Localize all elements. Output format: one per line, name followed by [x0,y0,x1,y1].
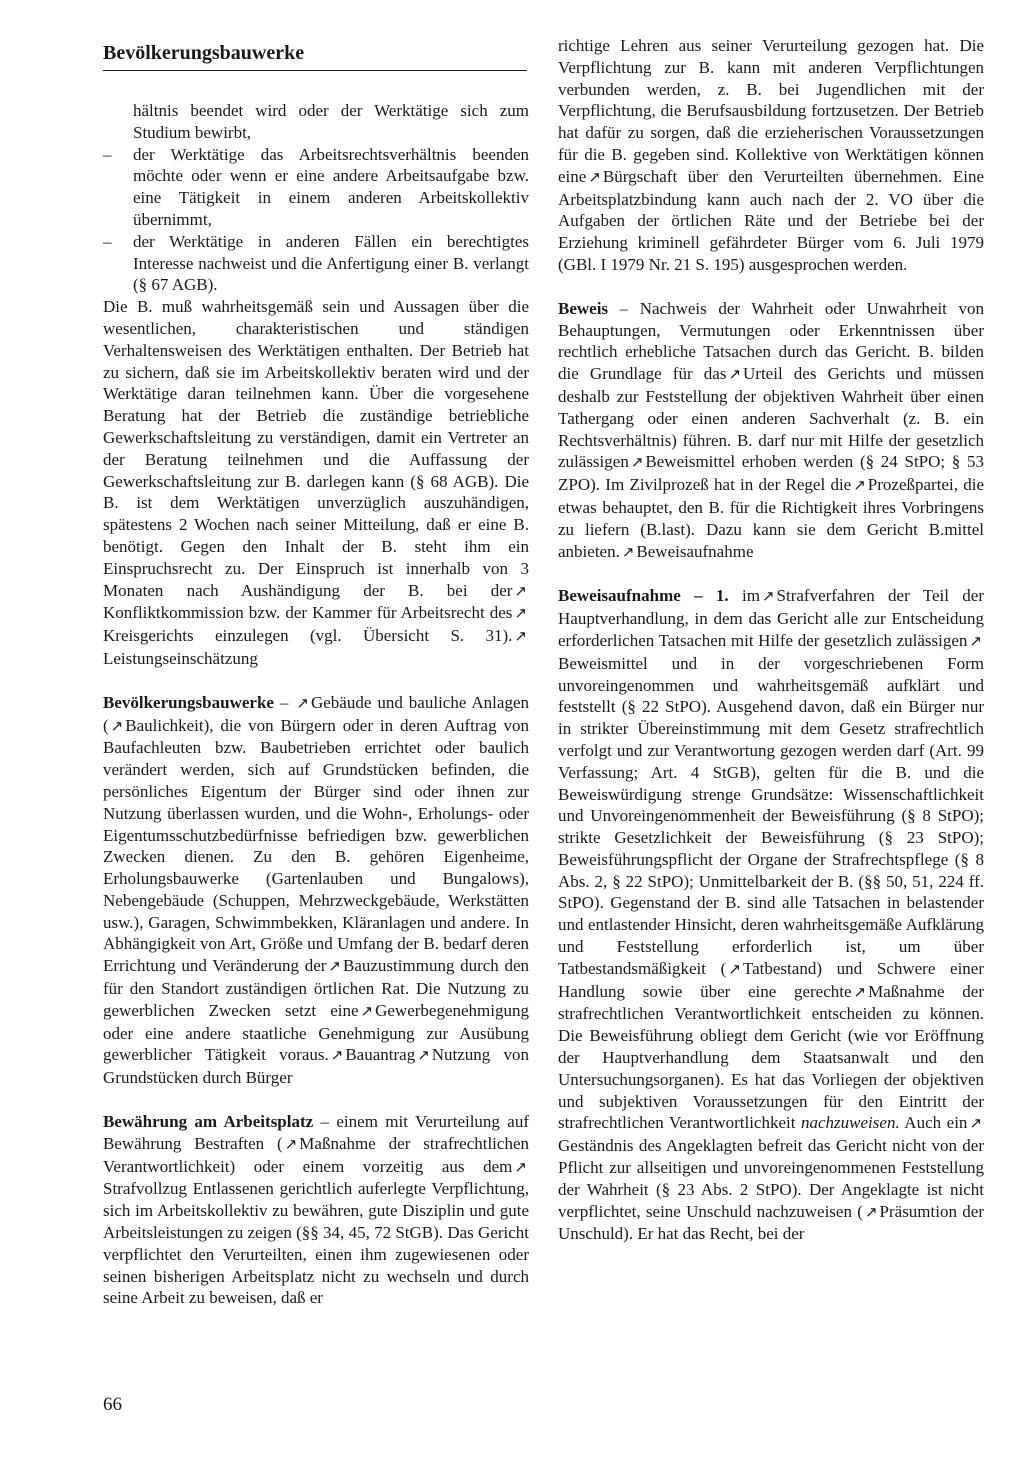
cross-reference-link[interactable]: Beweisaufnahme [636,541,754,561]
north-east-arrow-icon: ↗ [514,1157,527,1176]
entry-headword: Beweisaufnahme – 1. [558,586,729,606]
north-east-arrow-icon: ↗ [853,476,866,495]
list-item [103,144,529,231]
dictionary-entry [103,692,529,1089]
north-east-arrow-icon: ↗ [360,1001,374,1020]
paragraph [103,296,529,670]
entry-text: Maßnahme der strafrechtlichen Verantwortlichkeit) oder einem vorzeitig aus dem [103,1133,529,1176]
north-east-arrow-icon: ↗ [284,1134,298,1153]
entry-text: – einem mit Verurteilung auf Bewährung Bestraften ( [103,1112,529,1153]
right-column [558,35,984,1245]
north-east-arrow-icon: ↗ [417,1046,430,1065]
paragraph-text: Kreisgerichts einzulegen (vgl. Übersicht S. 31). [103,626,513,646]
list-dash: – [103,231,112,251]
entry-headword: Bevölkerungsbauwerke [103,692,274,712]
paragraph [558,35,984,276]
list-item-text: der Werktätige in anderen Fällen ein berechtigtes Interesse nachweist und die Anfertigung einer B. verlangt (§ 67 AGB). [133,231,529,295]
entry-text: im [728,586,760,606]
header-rule [103,70,527,71]
list-dash: – [103,144,112,164]
entry-text: Strafverfahren der Teil der Hauptverhandlung, in dem das Gericht alle zur Entscheidung erforderlichen Tatsachen mit Hilfe der gesetzlich zulässigen [558,586,984,650]
north-east-arrow-icon: ↗ [761,587,775,606]
north-east-arrow-icon: ↗ [969,1114,983,1133]
cross-reference-link[interactable]: Leistungseinschätzung [103,648,258,668]
paragraph-text: Konfliktkommission bzw. der Kammer für Arbeitsrecht des [103,603,513,623]
north-east-arrow-icon: ↗ [330,1046,344,1065]
entry-text: Präsumtion der Unschuld). Er hat das Recht, bei der [558,1201,984,1244]
north-east-arrow-icon: ↗ [296,693,309,712]
paragraph-text: Die B. muß wahrheitsgemäß sein und Aussagen über die wesentlichen, charakteristischen und ständigen Verhaltensweisen des Werktätigen enthalten. Der Betrieb hat zu sichern, daß sie im Arbeitskollektiv beraten wird und der Werktätige daran teilnehmen kann. Über die vorgesehene Beratung hat der Betrieb die zuständige betriebliche Gewerkschaftsleitung zu verständigen, damit ein Vertreter an der Beratung teilnehmen und die Auffassung der Gewerkschaftsleitung zur B. darlegen kann (§ 68 AGB). Die B. ist dem Werktätigen unverzüglich auszuhändigen, spätestens 2 Wochen nach seiner Mitteilung, daß er eine B. benötigt. Gegen den Inhalt der B. steht ihm ein Einspruchsrecht zu. Der Einspruch ist innerhalb von 3 Monaten nach Aushändigung der B. bei der [103,297,529,600]
emphasized-text: nachzuweisen. [801,1113,900,1133]
entry-text: Strafvollzug Entlassenen gerichtlich auferlegte Verpflichtung, sich im Arbeitskollektiv zu bewähren, gute Disziplin und gute Arbeitsleistungen zu zeigen (§§ 34, 45, 72 StGB). Das Gericht verpflichtet den Verurteilten, einen ihm zugewiesenen oder seinen bisherigen Arbeitsplatz nicht zu wechseln und durch seine Arbeit zu beweisen, daß er [103,1179,529,1308]
cross-reference-link[interactable]: Nutzung von Grundstücken durch Bürger [103,1045,529,1088]
paragraph-text: Bürgschaft über den Verurteilten übernehmen. Eine Arbeitsplatzbindung kann auch nach der 2. VO über die Aufgaben der örtlichen Räte und der Betriebe bei der Erziehung kriminell gefährdeter Bürger vom 6. Juli 1979 (GBl. I 1979 Nr. 21 S. 195) ausgesprochen werden. [558,166,984,274]
entry-headword: Beweis [558,298,609,318]
entry-text: Prozeßpartei, die etwas behauptet, den B. für die Richtigkeit ihres Vorbringens zu liefern (B.last). Dazu kann sie dem Gericht B.mittel anbieten. [558,475,984,561]
north-east-arrow-icon: ↗ [514,581,527,600]
entry-text: Gebäude und bauliche Anlagen ( [103,692,529,735]
running-header [103,40,527,66]
list-item [103,231,529,296]
north-east-arrow-icon: ↗ [588,167,601,186]
entry-headword: Bewährung am Arbeitsplatz [103,1112,314,1132]
entry-text: Urteil des Gerichts und müssen deshalb zur Feststellung der objektiven Wahrheit über einen Tathergang oder einen anderen Sachverhalt (z. B. ein Rechtsverhältnis) führen. B. darf nur mit Hilfe der gesetzlich zulässigen [558,364,984,472]
north-east-arrow-icon: ↗ [728,959,741,978]
dictionary-entry [558,298,984,564]
north-east-arrow-icon: ↗ [728,365,742,384]
north-east-arrow-icon: ↗ [864,1202,878,1221]
entry-text: Bauzustimmung durch den für den Standort zuständigen örtlichen Rat. Die Nutzung zu gewerblichen Zwecken setzt eine [103,956,529,1020]
north-east-arrow-icon: ↗ [630,453,644,472]
page-number: 66 [103,1394,122,1415]
north-east-arrow-icon: ↗ [969,631,982,650]
north-east-arrow-icon: ↗ [514,627,527,646]
entry-text: Beweismittel erhoben werden (§ 24 StPO; § 53 ZPO). Im Zivilprozeß hat in der Regel die [558,452,984,495]
entry-text: – [273,692,295,712]
list-item-text: der Werktätige das Arbeitsrechtsverhältnis beenden möchte oder wenn er eine andere Arbeitsaufgabe bzw. eine Tätigkeit in einem anderen Arbeitskollektiv übernimmt, [133,144,529,229]
cross-reference-link[interactable]: Bauantrag [345,1045,416,1065]
entry-text: – Nachweis der Wahrheit oder Unwahrheit von Behauptungen, Vermutungen oder Erkenntnissen über rechtlich erhebliche Tatsachen durch das Gericht. B. bilden die Grundlage für das [558,298,984,384]
entry-text: Geständnis des Angeklagten befreit das Gericht nicht von der Pflicht zur allseitigen und unvoreingenommenen Feststellung der Wahrheit (§ 23 Abs. 2 StPO). Der Angeklagte ist nicht verpflichtet, seine Unschuld nachzuweisen ( [558,1136,984,1221]
dictionary-entry [103,1111,529,1309]
paragraph-text: richtige Lehren aus seiner Verurteilung gezogen hat. Die Verpflichtung zur B. kann mit anderen Verpflichtungen verbunden werden, z. B. bei Jugendlichen mit der Verpflichtung, die Berufsausbildung fortzusetzen. Der Betrieb hat dafür zu sorgen, daß die erzieherischen Voraussetzungen für die B. gegeben sind. Kollektive von Werktätigen können eine [558,36,984,186]
dictionary-entry [558,585,984,1245]
entry-text: Auch ein [899,1113,968,1133]
north-east-arrow-icon: ↗ [621,542,635,561]
entry-text: Beweismittel und in der vorgeschriebenen Form unvoreingenommen und wahrheitsgemäß aufklärt und feststellt (§ 22 StPO). Ausgehend davon, daß ein Bürger nur in strikter Übereinstimmung mit dem Gesetz strafrechtlich verfolgt und zur Verantwortung gezogen werden darf (Art. 99 Verfassung; Art. 4 StGB), gelten für die B. und die Beweiswürdigung strenge Grundsätze: Wissenschaftlichkeit und Unvoreingenommenheit der Beweisführung (§ 8 StPO); strikte Gesetzlichkeit der Beweisführung (§ 23 StPO); Beweisführungspflicht der Organe der Strafrechtspflege (§ 8 Abs. 2, § 22 StPO); Unmittelbarkeit der B. (§§ 50, 51, 224 ff. StPO). Gegenstand der B. sind alle Tatsachen in belastender und entlastender Hinsicht, deren wahrheitsgemäße Aufklärung und Feststellung erforderlich ist, um über Tatbestandsmäßigkeit ( [558,653,984,978]
north-east-arrow-icon: ↗ [514,604,527,623]
list-continuation: hältnis beendet wird oder der Werktätige sich zum Studium bewirbt, [133,101,529,142]
entry-text: Baulichkeit), die von Bürgern oder in deren Auftrag von Baufachleuten bzw. Baubetrieben errichtet oder baulich verändert werden, sich auf Grundstücken befinden, die persönliches Eigentum der Bürger sind oder ihnen zur Nutzung überlassen wurden, und die Wohn-, Erholungs- oder Eigentumsschutzbedürfnisse befriedigen bzw. gewerblichen Zwecken dienen. Zu den B. gehören Eigenheime, Erholungsbauwerke (Gartenlauben und Bungalows), Nebengebäude (Schuppen, Mehrzweckgebäude, Werkstätten usw.), Garagen, Schwimmbekken, Kläranlagen und andere. In Abhängigkeit von Art, Größe und Umfang der B. bedarf deren Errichtung und Veränderung der [103,715,529,976]
entry-text: Maßnahme der strafrechtlichen Verantwortlichkeit entscheiden zu können. Die Beweisführung obliegt dem Gericht (wie vor Eröffnung der Hauptverhandlung dem Staatsanwalt und den Untersuchungsorganen). Es hat das Vorliegen der objektiven und subjektiven Voraussetzungen für den Eintritt der strafrechtlichen Verantwortlichkeit [558,981,984,1133]
header-title: Bevölkerungsbauwerke [103,42,305,64]
left-column [103,100,529,1309]
entry-text: Gewerbegenehmigung oder eine andere staatliche Genehmigung zur Ausübung gewerblicher Tätigkeit voraus. [103,1000,529,1065]
entry-text: Tatbestand) und Schwere einer Handlung sowie über eine gerechte [558,958,985,1001]
north-east-arrow-icon: ↗ [328,957,341,976]
north-east-arrow-icon: ↗ [110,716,124,735]
north-east-arrow-icon: ↗ [853,982,867,1001]
